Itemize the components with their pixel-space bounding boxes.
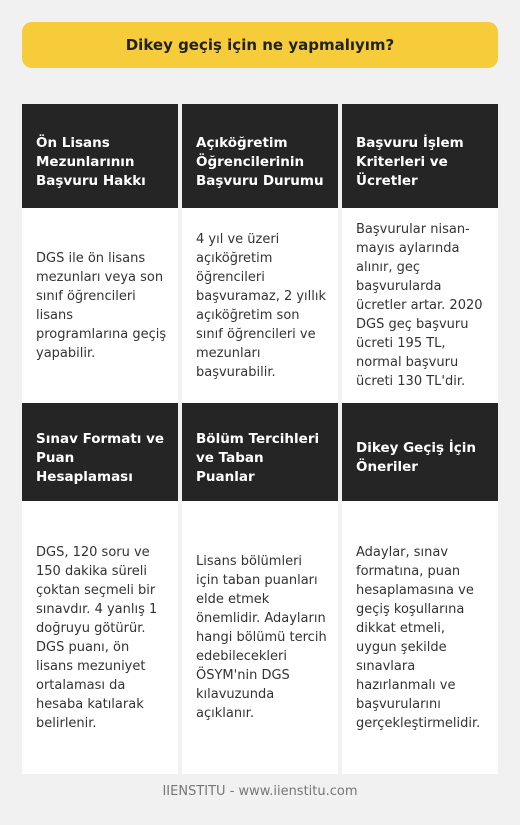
section-body-2: 4 yıl ve üzeri açıköğretim öğrencileri başvuramaz, 2 yıllık açıköğretim son sınıf öğrencileri ve mezunları başvurabilir. <box>182 208 338 403</box>
section-header-1: Ön Lisans Mezunlarının Başvuru Hakkı <box>22 104 178 208</box>
section-header-6: Dikey Geçiş İçin Öneriler <box>342 403 498 501</box>
section-body-6: Adaylar, sınav formatına, puan hesaplamasına ve geçiş koşullarına dikkat etmeli, uygun şekilde sınavlara hazırlanmalı ve başvurularını gerçekleştirmelidir. <box>342 501 498 774</box>
section-body-3: Başvurular nisan-mayıs aylarında alınır, geç başvurularda ücretler artar. 2020 DGS geç başvuru ücreti 195 TL, normal başvuru ücreti 130 TL'dir. <box>342 208 498 403</box>
section-header-4: Sınav Formatı ve Puan Hesaplaması <box>22 403 178 501</box>
section-body-5: Lisans bölümleri için taban puanları elde etmek önemlidir. Adayların hangi bölümü tercih edebilecekleri ÖSYM'nin DGS kılavuzunda açıklanır. <box>182 501 338 774</box>
info-grid <box>22 104 498 774</box>
section-body-1: DGS ile ön lisans mezunları veya son sınıf öğrencileri lisans programlarına geçiş yapabilir. <box>22 208 178 403</box>
footer-credit: IIENSTITU - www.iienstitu.com <box>162 784 358 799</box>
page-title: Dikey geçiş için ne yapmalıyım? <box>125 36 395 54</box>
title-banner <box>22 22 498 68</box>
section-header-3: Başvuru İşlem Kriterleri ve Ücretler <box>342 104 498 208</box>
section-header-2: Açıköğretim Öğrencilerinin Başvuru Durumu <box>182 104 338 208</box>
section-header-5: Bölüm Tercihleri ve Taban Puanlar <box>182 403 338 501</box>
section-body-4: DGS, 120 soru ve 150 dakika süreli çoktan seçmeli bir sınavdır. 4 yanlış 1 doğruyu götürür. DGS puanı, ön lisans mezuniyet ortalaması da hesaba katılarak belirlenir. <box>22 501 178 774</box>
